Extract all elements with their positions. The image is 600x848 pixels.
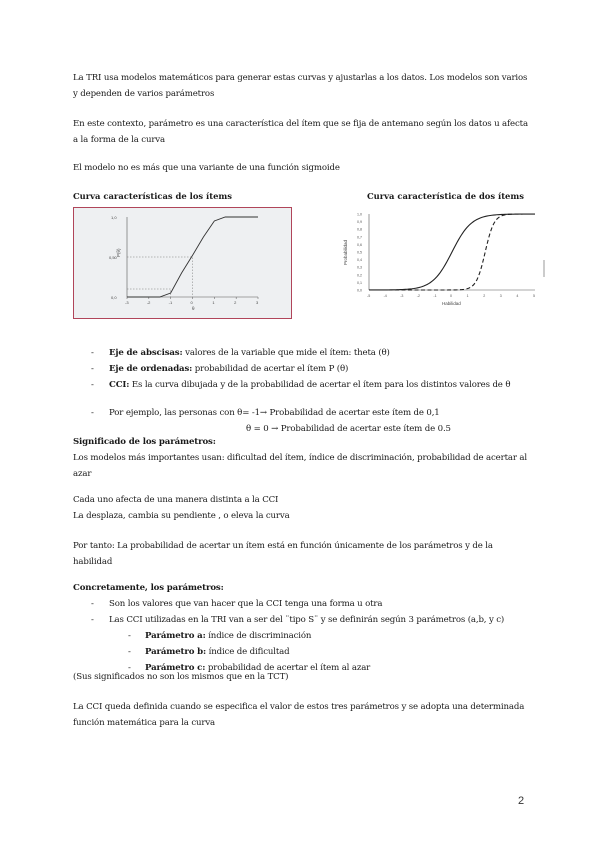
y-tick-label: 1,0 xyxy=(357,212,362,217)
parametro-term: Parámetro b: xyxy=(145,647,207,657)
final-paragraph: La CCI queda definida cuando se especifica el valor de estos tres parámetros y se adopta una determinada función matemática para la curva xyxy=(73,702,525,728)
y-tick: 0,0 xyxy=(111,295,117,300)
left-figure-title: Curva características de los ítems xyxy=(73,191,233,201)
significado-heading: Significado de los parámetros: xyxy=(73,437,216,447)
x-tick-label: -2 xyxy=(416,294,421,298)
x-tick-label: 5 xyxy=(533,294,535,298)
por-tanto-paragraph: Por tanto: La probabilidad de acertar un ítem está en función únicamente de los parámetros y de la habilidad xyxy=(73,541,493,567)
x-tick-label: 3 xyxy=(256,300,259,305)
x-tick-label: 2 xyxy=(483,294,486,298)
concretamente-bullet: Son los valores que van hacer que la CCI tenga una forma u otra xyxy=(109,599,383,609)
bullet-dash: - xyxy=(91,599,94,609)
y-tick-label: 0,6 xyxy=(357,242,362,247)
y-tick: 1,0 xyxy=(111,215,117,220)
paragraph-parametro: En este contexto, parámetro es una característica del ítem que se fija de antemano según los datos u afecta a la forma de la curva xyxy=(73,119,528,145)
right-cci-chart xyxy=(337,205,547,320)
left-ylabel: P(θ) xyxy=(116,248,121,257)
significado-text: Los modelos más importantes usan: dificultad del ítem, índice de discriminación, probabilidad de acertar al azar xyxy=(73,453,527,479)
y-tick-label: 0,1 xyxy=(357,280,362,285)
left-xlabel: θ xyxy=(192,306,195,311)
parametro-text: índice de discriminación xyxy=(205,631,312,641)
bullet-text: Es la curva dibujada y de la probabilidad de acertar el ítem para los distintos valores de θ xyxy=(129,380,511,390)
bullet-item xyxy=(109,405,529,421)
y-tick-label: 0,4 xyxy=(357,258,362,263)
x-tick-label: -1 xyxy=(168,300,173,305)
item1-curve xyxy=(369,214,535,290)
x-tick-label: -4 xyxy=(383,294,387,298)
parametro-term: Parámetro c: xyxy=(145,663,206,673)
parametro-item xyxy=(145,628,311,644)
parametro-text: probabilidad de acertar el ítem al azar xyxy=(205,663,371,673)
x-tick-label: -3 xyxy=(400,294,404,298)
x-tick-label: 3 xyxy=(499,294,502,298)
x-tick-label: 1 xyxy=(466,294,469,298)
sub-bullet-dash: - xyxy=(128,631,131,641)
right-y-ticks xyxy=(357,213,362,293)
tct-note: (Sus significados no son los mismos que en la TCT) xyxy=(73,672,289,682)
parametro-item xyxy=(145,644,289,660)
y-tick-label: 0,2 xyxy=(357,273,362,278)
right-x-ticks xyxy=(367,294,535,298)
y-tick-label: 0,9 xyxy=(357,220,362,225)
bullet-dash: - xyxy=(91,615,94,625)
sub-bullet-dash: - xyxy=(128,663,131,673)
bullet-text: valores de la variable que mide el ítem: theta (θ) xyxy=(182,348,390,358)
x-tick-label: -5 xyxy=(367,294,371,298)
significado-line2: La desplaza, cambia su pendiente , o eleva la curva xyxy=(73,511,290,521)
x-tick-label: 1 xyxy=(212,300,215,305)
bullet-item xyxy=(109,361,529,377)
x-tick-label: -2 xyxy=(146,300,151,305)
paragraph-intro: La TRI usa modelos matemáticos para generar estas curvas y ajustarlas a los datos. Los modelos son varios y dependen de varios parámetros xyxy=(73,73,528,99)
bullet-dash: - xyxy=(91,348,94,358)
y-tick-label: 0,7 xyxy=(357,235,362,240)
bullet-continuation: θ = 0 → Probabilidad de acertar este ítem de 0.5 xyxy=(246,424,451,434)
parametro-term: Parámetro a: xyxy=(145,631,206,641)
bullet-item xyxy=(109,377,529,393)
page-number: 2 xyxy=(518,795,525,807)
y-tick-label: 0,5 xyxy=(357,250,362,255)
x-tick-label: 2 xyxy=(234,300,237,305)
paragraph-sigmoide: El modelo no es más que una variante de una función sigmoide xyxy=(73,163,340,173)
bullet-item xyxy=(109,345,529,361)
right-figure-title: Curva característica de dos ítems xyxy=(367,191,524,201)
concretamente-bullet: Las CCI utilizadas en la TRI van a ser del ¨tipo S¨ y se definirán según 3 parámetros (a,b, y c) xyxy=(109,615,505,625)
significado-line1: Cada uno afecta de una manera distinta a la CCI xyxy=(73,495,279,505)
y-tick-label: 0,0 xyxy=(357,288,362,293)
bullet-term: CCI: xyxy=(109,380,130,390)
right-xlabel: Habilidad xyxy=(442,301,461,306)
bullet-text: probabilidad de acertar el ítem P (θ) xyxy=(192,364,349,374)
x-tick-label: 0 xyxy=(450,294,452,298)
chart-frame xyxy=(74,208,292,319)
bullet-term: Eje de ordenadas: xyxy=(109,364,193,374)
x-tick-label: 0 xyxy=(190,300,193,305)
right-plot-area xyxy=(369,214,535,290)
bullet-dash: - xyxy=(91,408,94,418)
x-tick-label: -3 xyxy=(125,300,129,305)
y-tick: 0,50 xyxy=(109,255,117,260)
concretamente-heading: Concretamente, los parámetros: xyxy=(73,583,224,593)
y-tick-label: 0,8 xyxy=(357,227,362,232)
sub-bullet-dash: - xyxy=(128,647,131,657)
x-tick-label: -1 xyxy=(433,294,437,298)
bullet-term: Eje de abscisas: xyxy=(109,348,183,358)
bullet-dash: - xyxy=(91,364,94,374)
x-tick-label: 4 xyxy=(516,294,519,298)
y-tick-label: 0,3 xyxy=(357,265,362,270)
left-cci-chart xyxy=(73,207,292,319)
parametro-text: índice de dificultad xyxy=(206,647,290,657)
bullet-text: Por ejemplo, las personas con θ= -1→ Probabilidad de acertar este ítem de 0,1 xyxy=(109,408,440,418)
right-ylabel: Probabilidad xyxy=(343,239,348,265)
bullet-dash: - xyxy=(91,380,94,390)
